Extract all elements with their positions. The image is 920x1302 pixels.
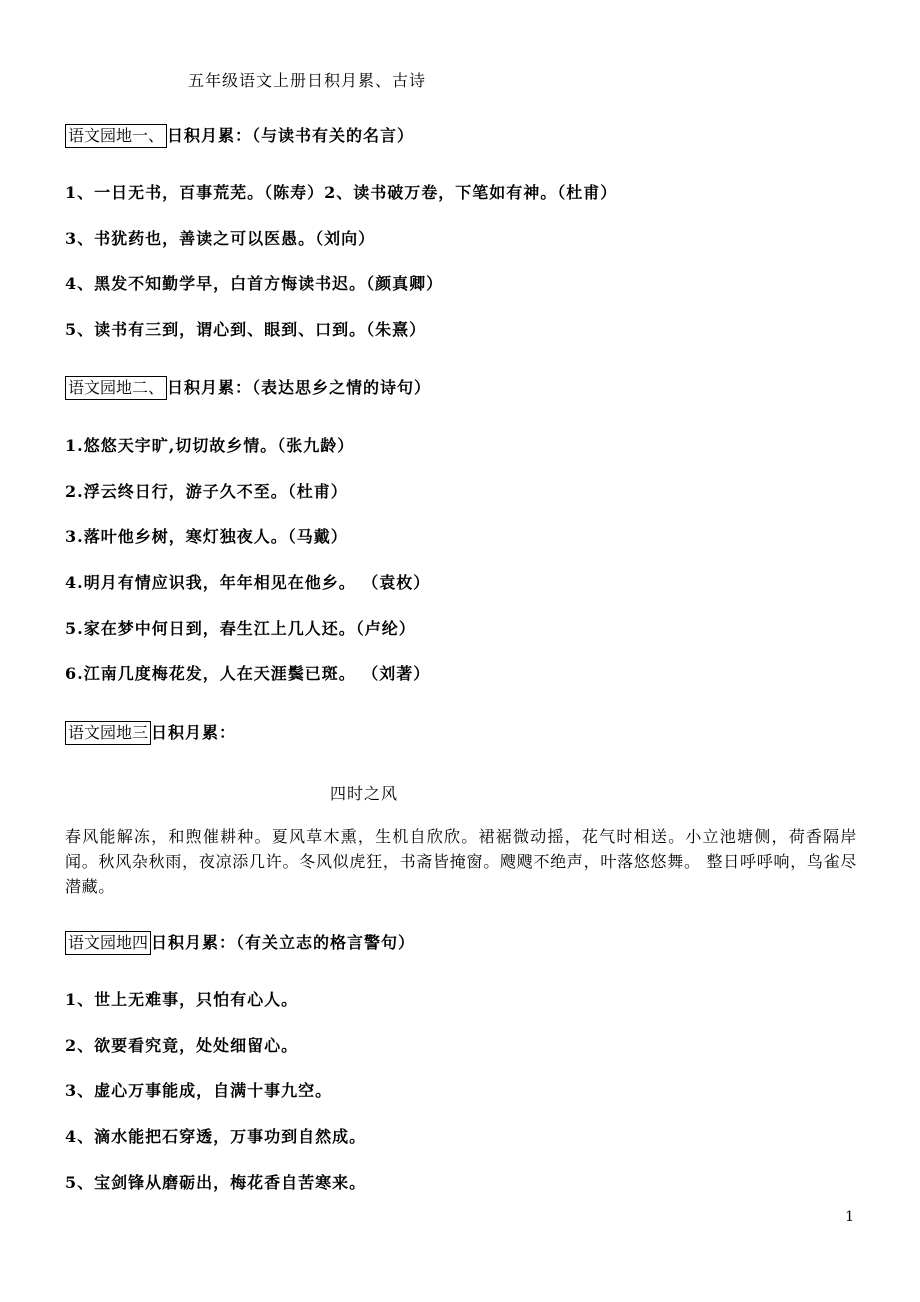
section-1-line-4: 5、读书有三到，谓心到、眼到、口到。（朱熹）	[65, 320, 427, 339]
section-1-box-label: 语文园地一、	[65, 124, 167, 148]
section-1-title: 日积月累：（与读书有关的名言）	[167, 126, 415, 145]
document-title: 五年级语文上册日积月累、古诗	[188, 71, 427, 90]
section-4-box-label: 语文园地四	[65, 931, 151, 955]
section-2-line-1: 1.悠悠天宇旷,切切故乡情。（张九龄）	[65, 436, 355, 455]
section-2-box-label: 语文园地二、	[65, 376, 167, 400]
section-1-heading	[65, 124, 414, 148]
section-2-title: 日积月累：（表达思乡之情的诗句）	[167, 378, 432, 397]
section-4-line-3: 3、虚心万事能成，自满十事九空。	[65, 1081, 333, 1100]
section-4-line-1: 1、世上无难事，只怕有心人。	[65, 990, 299, 1009]
section-1-line-2: 3、书犹药也，善读之可以医愚。（刘向）	[65, 229, 376, 248]
poem-paragraph: 春风能解冻，和煦催耕种。夏风草木熏，生机自欣欣。裙裾微动摇，花气时相送。小立池塘侧，荷香隔岸闻。秋风杂秋雨，夜凉添几许。冬风似虎狂，书斋皆掩窗。飕飕不绝声，叶落悠悠舞。 整日呼呼响，鸟雀尽潜藏。	[65, 827, 857, 896]
poem-subtitle: 四时之风	[330, 784, 399, 803]
section-4-line-5: 5、宝剑锋从磨砺出，梅花香自苦寒来。	[65, 1173, 367, 1192]
section-3-heading	[65, 721, 236, 745]
section-3-title: 日积月累：	[151, 723, 237, 742]
section-2-line-4: 4.明月有情应识我，年年相见在他乡。 （袁枚）	[65, 573, 431, 592]
page-number: 1	[845, 1209, 854, 1225]
section-4-title: 日积月累：（有关立志的格言警句）	[151, 933, 416, 952]
section-4-line-2: 2、欲要看究竟，处处细留心。	[65, 1036, 299, 1055]
section-1-line-3: 4、黑发不知勤学早，白首方悔读书迟。（颜真卿）	[65, 274, 444, 293]
section-4-heading	[65, 931, 415, 955]
section-2-line-3: 3.落叶他乡树，寒灯独夜人。（马戴）	[65, 527, 348, 546]
section-2-line-2: 2.浮云终日行，游子久不至。（杜甫）	[65, 482, 348, 501]
section-1-line-1: 1、一日无书，百事荒芜。（陈寿）2、读书破万卷，下笔如有神。（杜甫）	[65, 183, 618, 202]
section-3-box-label: 语文园地三	[65, 721, 151, 745]
section-4-line-4: 4、滴水能把石穿透，万事功到自然成。	[65, 1127, 367, 1146]
section-2-heading	[65, 376, 431, 400]
section-2-line-5: 5.家在梦中何日到，春生江上几人还。（卢纶）	[65, 619, 416, 638]
section-2-line-6: 6.江南几度梅花发，人在天涯鬓已斑。 （刘著）	[65, 664, 431, 683]
